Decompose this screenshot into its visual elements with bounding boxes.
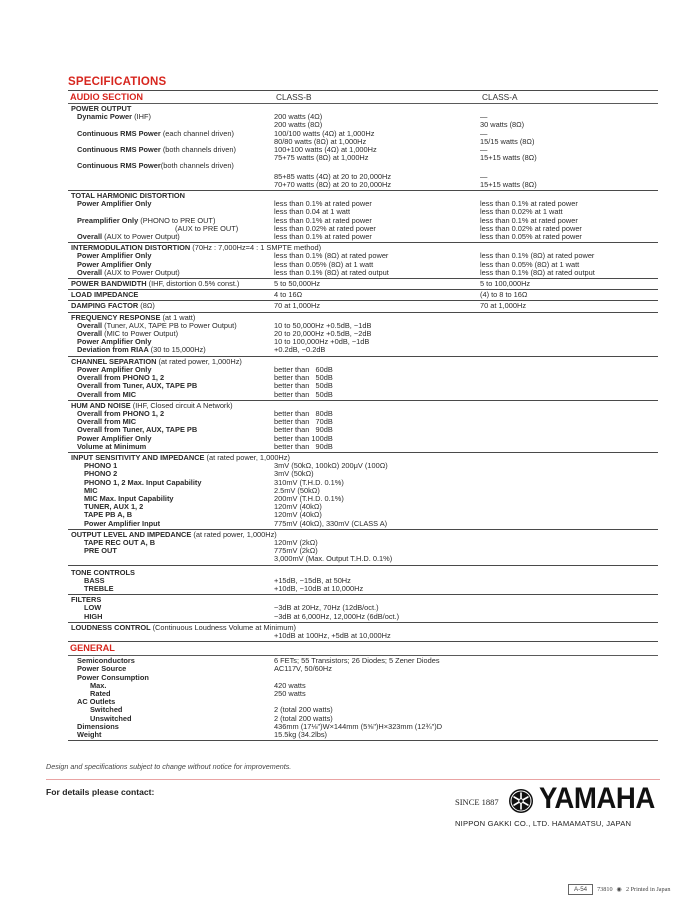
class-b-value: less than 0.02% at rated power — [274, 223, 376, 233]
spec-label: Max. — [90, 680, 107, 690]
spec-label-note: (IHF) — [134, 112, 151, 122]
section-heading-note: (70Hz : 7,000Hz=4 : 1 SMPTE method) — [192, 243, 322, 253]
spec-label: Overall from PHONO 1, 2 — [77, 373, 165, 383]
company-name: NIPPON GAKKI CO., LTD. HAMAMATSU, JAPAN — [455, 819, 632, 828]
spec-label: Weight — [77, 730, 102, 740]
section-heading-note: (IHF, distortion 0.5% const.) — [148, 279, 240, 289]
spec-label-note: (AUX to Power Output) — [104, 267, 180, 277]
spec-label: Power Amplifier Only — [77, 259, 152, 269]
spec-label: TUNER, AUX 1, 2 — [84, 502, 144, 512]
spec-row — [68, 443, 658, 451]
spec-label: Overall — [77, 329, 103, 339]
spec-row — [68, 382, 658, 390]
disclaimer-note: Design and specifications subject to change without notice for improvements. — [46, 762, 292, 771]
printer-mark-icon: ◉ — [616, 886, 622, 893]
class-a-value: 30 watts (8Ω) — [480, 120, 525, 130]
spec-value: −3dB at 6,000Hz, 12,000Hz (6dB/oct.) — [274, 611, 400, 621]
spec-value: 3mV (50kΩ, 100kΩ) 200μV (100Ω) — [274, 461, 388, 471]
spec-value: −3dB at 20Hz, 70Hz (12dB/oct.) — [274, 603, 379, 613]
class-b-value: less than 0.05% (8Ω) at 1 watt — [274, 259, 374, 269]
damping-factor-section — [68, 301, 658, 311]
spec-value: 200mV (T.H.D. 0.1%) — [274, 493, 344, 503]
spec-row — [68, 269, 658, 277]
since-label: SINCE 1887 — [455, 797, 499, 807]
section-heading-note: (at rated power, 1,000Hz) — [193, 529, 277, 539]
class-a-value: — — [480, 171, 488, 181]
class-b-value: 100/100 watts (4Ω) at 1,000Hz — [274, 128, 375, 138]
spec-row — [68, 503, 658, 511]
spec-row — [68, 479, 658, 487]
spec-label: Power Amplifier Only — [77, 337, 152, 347]
class-b-value: 80/80 watts (8Ω) at 1,000Hz — [274, 136, 367, 146]
class-b-value: 5 to 50,000Hz — [274, 279, 321, 289]
spec-value: 420 watts — [274, 680, 306, 690]
spec-value: 250 watts — [274, 689, 306, 698]
spec-label: Switched — [90, 705, 123, 715]
class-a-value: less than 0.02% at rated power — [480, 223, 582, 233]
catalog-code: A-54 — [568, 884, 593, 895]
section-heading-note: (Continuous Loudness Volume at Minimum) — [152, 622, 296, 632]
spec-label: PHONO 1 — [84, 461, 118, 471]
tone-controls-section — [68, 566, 658, 595]
class-b-value: +0.2dB, −0.2dB — [274, 345, 326, 355]
spec-label: Semiconductors — [77, 656, 135, 666]
spec-row — [68, 706, 658, 714]
thd-section — [68, 191, 658, 242]
section-heading: OUTPUT LEVEL AND IMPEDANCE — [71, 529, 192, 539]
input-sensitivity-section — [68, 453, 658, 529]
spec-label-note: (PHONO to PRE OUT) — [140, 215, 216, 225]
spec-value: 775mV (2kΩ) — [274, 546, 318, 556]
section-heading: POWER BANDWIDTH — [71, 279, 147, 289]
spec-label: TREBLE — [84, 583, 114, 593]
filters-section — [68, 595, 658, 622]
spec-row — [68, 657, 658, 665]
spec-row — [68, 113, 658, 121]
class-a-value: less than 0.1% (8Ω) at rated power — [480, 251, 595, 261]
section-heading: HUM AND NOISE — [71, 400, 131, 410]
class-b-value: 100+100 watts (4Ω) at 1,000Hz — [274, 145, 377, 155]
class-b-value: 10 to 100,000Hz +0dB, −1dB — [274, 337, 370, 347]
class-b-value: 4 to 16Ω — [274, 290, 303, 300]
audio-section-title: AUDIO SECTION — [70, 92, 143, 102]
class-a-value: — — [480, 145, 488, 155]
print-number: 73810 — [597, 886, 613, 893]
spec-row — [68, 665, 658, 673]
spec-row — [68, 613, 658, 621]
section-heading: LOUDNESS CONTROL — [71, 622, 151, 632]
spec-row — [68, 181, 658, 189]
class-b-value: 75+75 watts (8Ω) at 1,000Hz — [274, 153, 369, 163]
output-level-section — [68, 530, 658, 565]
spec-label-note: (AUX to PRE OUT) — [175, 223, 239, 233]
spec-label: LOW — [84, 603, 102, 613]
class-a-value: less than 0.05% (8Ω) at 1 watt — [480, 259, 580, 269]
section-heading-note: (IHF, Closed circuit A Network) — [132, 400, 233, 410]
spec-value: 2.5mV (50kΩ) — [274, 485, 320, 495]
spec-label: TAPE PB A, B — [84, 510, 133, 520]
spec-label: AC Outlets — [77, 697, 116, 707]
spec-value: better than 60dB — [274, 364, 333, 374]
spec-value: +10dB at 100Hz, +5dB at 10,000Hz — [274, 630, 391, 640]
spec-value: 120mV (2kΩ) — [274, 537, 318, 547]
section-heading: POWER OUTPUT — [71, 104, 132, 113]
spec-row — [68, 539, 658, 547]
section-heading: INTERMODULATION DISTORTION — [71, 243, 191, 253]
spec-label: Dynamic Power — [77, 112, 133, 122]
section-heading: INPUT SENSITIVITY AND IMPEDANCE — [71, 452, 205, 462]
spec-value: better than 90dB — [274, 425, 333, 435]
spec-label-note: (MIC to Power Output) — [104, 329, 179, 339]
class-a-value: less than 0.1% (8Ω) at rated output — [480, 267, 595, 277]
spec-label: Overall from Tuner, AUX, TAPE PB — [77, 425, 198, 435]
section-heading: FILTERS — [71, 595, 102, 605]
footer — [568, 884, 670, 895]
spec-value: better than 50dB — [274, 373, 333, 383]
class-b-value: less than 0.1% (8Ω) at rated power — [274, 251, 389, 261]
spec-value: better than 70dB — [274, 417, 333, 427]
spec-value: 436mm (17⅛")W×144mm (5⅝")H×323mm (12¾")D — [274, 721, 443, 731]
class-a-value: 70 at 1,000Hz — [480, 301, 527, 311]
spec-label: PRE OUT — [84, 546, 117, 556]
spec-row — [68, 731, 658, 739]
divider — [46, 779, 660, 780]
spec-label: PHONO 1, 2 Max. Input Capability — [84, 477, 202, 487]
spec-label: Overall — [77, 320, 103, 330]
spec-label-note: (AUX to Power Output) — [104, 232, 180, 242]
spec-row — [68, 555, 658, 563]
audio-section-header — [68, 91, 658, 103]
spec-label: Rated — [90, 689, 111, 698]
spec-value: 775mV (40kΩ), 330mV (CLASS A) — [274, 518, 388, 528]
spec-row — [68, 520, 658, 528]
spec-label: Power Consumption — [77, 672, 149, 682]
general-section — [68, 656, 658, 740]
spec-label: Power Amplifier Only — [77, 364, 152, 374]
class-a-value: 5 to 100,000Hz — [480, 279, 531, 289]
spec-row — [68, 682, 658, 690]
spec-label: Overall — [77, 267, 103, 277]
spec-value: 3,000mV (Max. Output T.H.D. 0.1%) — [274, 554, 393, 564]
spec-label: Preamplifier Only — [77, 215, 139, 225]
spec-label: Overall from PHONO 1, 2 — [77, 408, 165, 418]
spec-row — [68, 674, 658, 682]
class-a-value: — — [480, 112, 488, 122]
printed-in-label: 2 Printed in Japan — [625, 886, 671, 893]
spec-row — [68, 162, 658, 170]
class-b-value: 200 watts (4Ω) — [274, 112, 323, 122]
spec-label: Power Amplifier Only — [77, 433, 152, 443]
spec-label: Volume at Minimum — [77, 441, 147, 451]
power-bandwidth-section — [68, 279, 658, 289]
section-heading: DAMPING FACTOR — [71, 301, 139, 311]
class-b-value: 20 to 20,000Hz +0.5dB, −2dB — [274, 329, 372, 339]
page-title: SPECIFICATIONS — [68, 76, 167, 88]
spec-value: +10dB, −10dB at 10,000Hz — [274, 583, 364, 593]
spec-row — [68, 200, 658, 208]
class-b-value: 70 at 1,000Hz — [274, 301, 321, 311]
spec-row — [68, 462, 658, 470]
spec-label: Overall — [77, 232, 103, 242]
class-a-value: (4) to 8 to 16Ω — [480, 290, 528, 300]
class-b-value: less than 0.04 at 1 watt — [274, 207, 351, 217]
class-a-value: 15+15 watts (8Ω) — [480, 153, 537, 163]
class-a-value: 15/15 watts (8Ω) — [480, 136, 535, 146]
spec-label: Power Amplifier Input — [84, 518, 161, 528]
spec-row — [68, 495, 658, 503]
spec-value: better than 100dB — [274, 433, 333, 443]
frequency-response-section — [68, 313, 658, 356]
spec-value: +15dB, −15dB, at 50Hz — [274, 575, 351, 585]
spec-label: Overall from Tuner, AUX, TAPE PB — [77, 381, 198, 391]
channel-separation-section — [68, 357, 658, 400]
general-section-title: GENERAL — [70, 643, 115, 654]
section-heading-note: (at rated power, 1,000Hz) — [206, 452, 290, 462]
spec-label-note: (30 to 15,000Hz) — [150, 345, 206, 355]
spec-value: better than 50dB — [274, 381, 333, 391]
spec-label-note: (each channel driven) — [162, 128, 234, 138]
class-a-value: less than 0.1% at rated power — [480, 215, 578, 225]
spec-label: Overall from MIC — [77, 417, 137, 427]
spec-row — [68, 577, 658, 585]
class-a-value: less than 0.05% at rated power — [480, 232, 582, 242]
class-b-value: 200 watts (8Ω) — [274, 120, 323, 130]
spec-label: Power Source — [77, 664, 127, 674]
spec-row — [68, 346, 658, 354]
spec-row — [68, 690, 658, 698]
spec-label: Power Amplifier Only — [77, 199, 152, 209]
spec-label: Overall from MIC — [77, 389, 137, 399]
section-heading: CHANNEL SEPARATION — [71, 356, 157, 366]
class-b-value: less than 0.1% (8Ω) at rated output — [274, 267, 389, 277]
spec-row — [68, 585, 658, 593]
spec-value: better than 50dB — [274, 389, 333, 399]
spec-value: 310mV (T.H.D. 0.1%) — [274, 477, 344, 487]
spec-label-note: (both channels driven) — [162, 145, 236, 155]
spec-label: TAPE REC OUT A, B — [84, 537, 156, 547]
loudness-section — [68, 623, 658, 641]
spec-label: Deviation from RIAA — [77, 345, 149, 355]
column-header-class-a: CLASS-A — [482, 92, 518, 102]
spec-label: Unswitched — [90, 713, 132, 723]
class-a-value: less than 0.02% at 1 watt — [480, 207, 563, 217]
section-heading: TOTAL HARMONIC DISTORTION — [71, 191, 186, 201]
divider — [68, 740, 658, 741]
section-heading: TONE CONTROLS — [71, 567, 135, 577]
section-heading-note: (at rated power, 1,000Hz) — [158, 356, 242, 366]
spec-label: MIC Max. Input Capability — [84, 493, 174, 503]
class-a-value: — — [480, 128, 488, 138]
class-a-value: 15+15 watts (8Ω) — [480, 179, 537, 189]
spec-label: Continuous RMS Power — [77, 161, 161, 171]
contact-label: For details please contact: — [46, 787, 155, 797]
spec-label: Power Amplifier Only — [77, 251, 152, 261]
class-b-value: 70+70 watts (8Ω) at 20 to 20,000Hz — [274, 179, 392, 189]
section-heading: LOAD IMPEDANCE — [71, 290, 139, 300]
class-a-value: less than 0.1% at rated power — [480, 199, 578, 209]
spec-value: 120mV (40kΩ) — [274, 502, 322, 512]
spec-row — [68, 233, 658, 241]
spec-row — [68, 632, 658, 640]
hum-noise-section — [68, 401, 658, 452]
spec-row — [68, 698, 658, 706]
spec-label-note: (Tuner, AUX, TAPE PB to Power Output) — [104, 320, 237, 330]
spec-value: 120mV (40kΩ) — [274, 510, 322, 520]
spec-label: Continuous RMS Power — [77, 128, 161, 138]
class-b-value: 10 to 50,000Hz +0.5dB, −1dB — [274, 320, 372, 330]
spec-row — [68, 723, 658, 731]
class-b-value: less than 0.1% at rated power — [274, 232, 372, 242]
spec-value: better than 80dB — [274, 408, 333, 418]
spec-label: MIC — [84, 485, 98, 495]
spec-value: AC117V, 50/60Hz — [274, 664, 332, 674]
imd-section — [68, 243, 658, 278]
class-b-value: less than 0.1% at rated power — [274, 199, 372, 209]
section-heading-note: (8Ω) — [140, 301, 155, 311]
tuning-fork-emblem-icon — [508, 788, 534, 814]
spec-row — [68, 391, 658, 399]
spec-label: BASS — [84, 575, 105, 585]
spec-value: better than 90dB — [274, 441, 333, 451]
section-heading-note: (at 1 watt) — [162, 312, 196, 322]
spec-row — [68, 410, 658, 418]
spec-value: 15.5kg (34.2lbs) — [274, 730, 327, 740]
spec-label: HIGH — [84, 611, 103, 621]
section-heading: FREQUENCY RESPONSE — [71, 312, 161, 322]
spec-value: 2 (total 200 watts) — [274, 713, 333, 723]
spec-label-note: (both channels driven) — [160, 161, 234, 171]
spec-label: PHONO 2 — [84, 469, 118, 479]
column-header-class-b: CLASS-B — [276, 92, 312, 102]
spec-sheet — [68, 76, 658, 741]
power-output-section — [68, 104, 658, 190]
spec-row — [68, 435, 658, 443]
spec-value: 6 FETs; 55 Transistors; 26 Diodes; 5 Zener Diodes — [274, 656, 440, 666]
spec-label: Dimensions — [77, 721, 119, 731]
brand-logo: YAMAHA — [539, 782, 655, 815]
load-impedance-section — [68, 290, 658, 300]
spec-value: 3mV (50kΩ) — [274, 469, 314, 479]
class-b-value: less than 0.1% at rated power — [274, 215, 372, 225]
spec-label: Continuous RMS Power — [77, 145, 161, 155]
spec-value: 2 (total 200 watts) — [274, 705, 333, 715]
spec-row — [68, 426, 658, 434]
class-b-value: 85+85 watts (4Ω) at 20 to 20,000Hz — [274, 171, 392, 181]
